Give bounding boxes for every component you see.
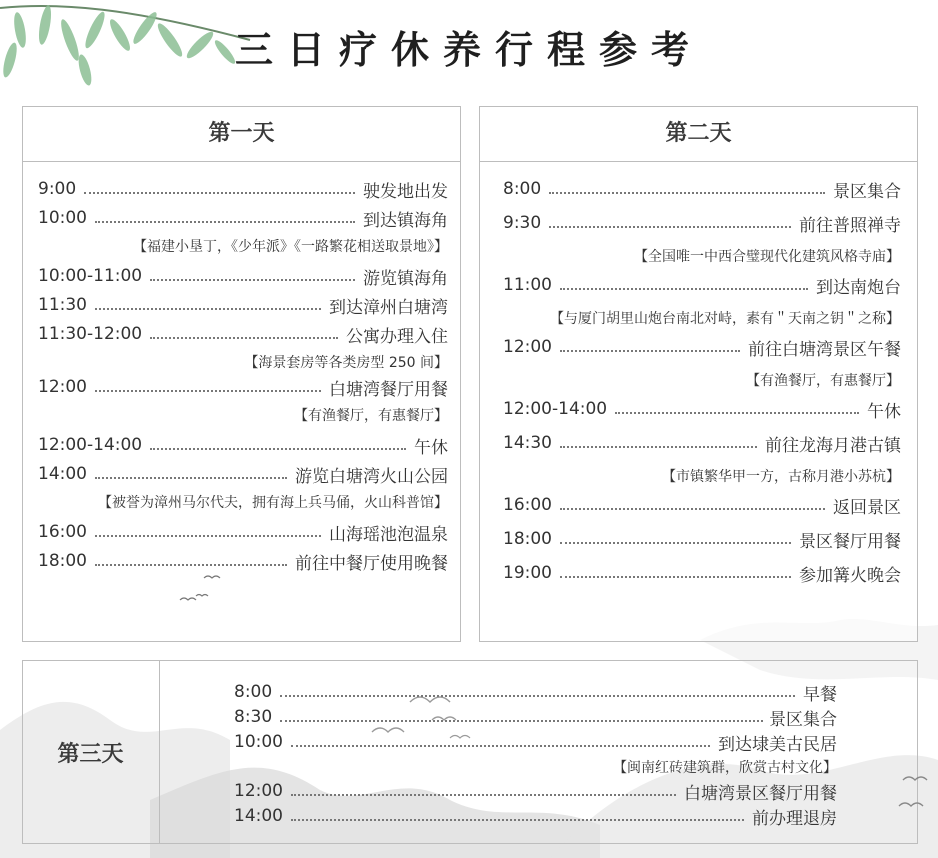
time: 9:30 [503,213,542,233]
activity: 前往中餐厅使用晚餐 [295,553,448,574]
time: 12:00-14:00 [503,399,608,419]
day1-row [38,462,448,486]
day3-row [234,705,837,729]
activity: 前办理退房 [752,808,837,829]
birds-decoration [176,572,226,608]
day1-row [38,264,448,288]
time: 8:00 [503,179,542,199]
day2-note: 【与厦门胡里山炮台南北对峙，素有＂天南之钥＂之称】 [550,311,900,327]
day2-row [503,561,901,585]
activity: 到达南炮台 [816,277,901,298]
day1-heading: 第一天 [23,107,460,162]
activity: 到达镇海角 [363,210,448,231]
day2-note: 【有渔餐厅，有惠餐厅】 [746,373,900,389]
time: 16:00 [503,495,552,515]
day2-row [503,527,901,551]
time: 16:00 [38,522,87,542]
activity: 前往白塘湾景区午餐 [748,339,901,360]
activity: 游览镇海角 [363,268,448,289]
time: 18:00 [38,551,87,571]
day1-row [38,549,448,573]
time: 12:00 [38,377,87,397]
day1-note: 【被誉为漳州马尔代夫，拥有海上兵马俑，火山科普馆】 [98,495,448,511]
day2-row [503,397,901,421]
activity: 到达漳州白塘湾 [329,297,448,318]
day1-row [38,375,448,399]
activity: 白塘湾餐厅用餐 [329,379,448,400]
day1-note: 【有渔餐厅，有惠餐厅】 [294,408,448,424]
activity: 参加篝火晚会 [799,565,901,586]
day2-row [503,493,901,517]
day1-note: 【福建小垦丁，《少年派》《一路繁花相送取景地》】 [133,239,448,255]
time: 12:00-14:00 [38,435,143,455]
activity: 山海瑶池泡温泉 [329,524,448,545]
day2-heading: 第二天 [480,107,917,162]
time: 12:00 [234,781,283,801]
time: 14:00 [234,806,283,826]
time: 8:30 [234,707,273,727]
time: 11:30-12:00 [38,324,143,344]
activity: 驶发地出发 [363,181,448,202]
activity: 前往普照禅寺 [799,215,901,236]
birds-decoration [895,770,935,820]
day1-row [38,433,448,457]
day1-row [38,206,448,230]
day3-row [234,730,837,754]
day2-row [503,335,901,359]
time: 8:00 [234,682,273,702]
day3-row [234,779,837,803]
activity: 白塘湾景区餐厅用餐 [684,783,837,804]
time: 11:00 [503,275,552,295]
activity: 到达埭美古民居 [718,734,837,755]
time: 14:00 [38,464,87,484]
day2-note: 【全国唯一中西合璧现代化建筑风格寺庙】 [634,249,900,265]
time: 9:00 [38,179,77,199]
day1-row [38,177,448,201]
time: 19:00 [503,563,552,583]
page-title: 三日疗休养行程参考 [234,27,703,72]
day3-row [234,680,837,704]
activity: 公寓办理入住 [346,326,448,347]
activity: 景区集合 [769,709,837,730]
activity: 前往龙海月港古镇 [765,435,901,456]
day2-row [503,177,901,201]
activity: 午休 [867,401,901,422]
time: 11:30 [38,295,87,315]
activity: 午休 [414,437,448,458]
day1-row [38,293,448,317]
day2-note: 【市镇繁华甲一方，古称月港小苏杭】 [662,469,900,485]
activity: 早餐 [803,684,837,705]
activity: 景区集合 [833,181,901,202]
time: 18:00 [503,529,552,549]
time: 14:30 [503,433,552,453]
day2-row [503,431,901,455]
day3-heading: 第三天 [22,660,160,844]
time: 10:00 [38,208,87,228]
time: 10:00 [234,732,283,752]
day3-note: 【闽南红砖建筑群，欣赏古村文化】 [613,760,837,776]
day1-row [38,520,448,544]
time: 10:00-11:00 [38,266,143,286]
day2-row [503,211,901,235]
activity: 景区餐厅用餐 [799,531,901,552]
day1-row [38,322,448,346]
day1-note: 【海景套房等各类房型 250 间】 [244,355,448,371]
day3-row [234,804,837,828]
activity: 游览白塘湾火山公园 [295,466,448,487]
time: 12:00 [503,337,552,357]
activity: 返回景区 [833,497,901,518]
day2-row [503,273,901,297]
